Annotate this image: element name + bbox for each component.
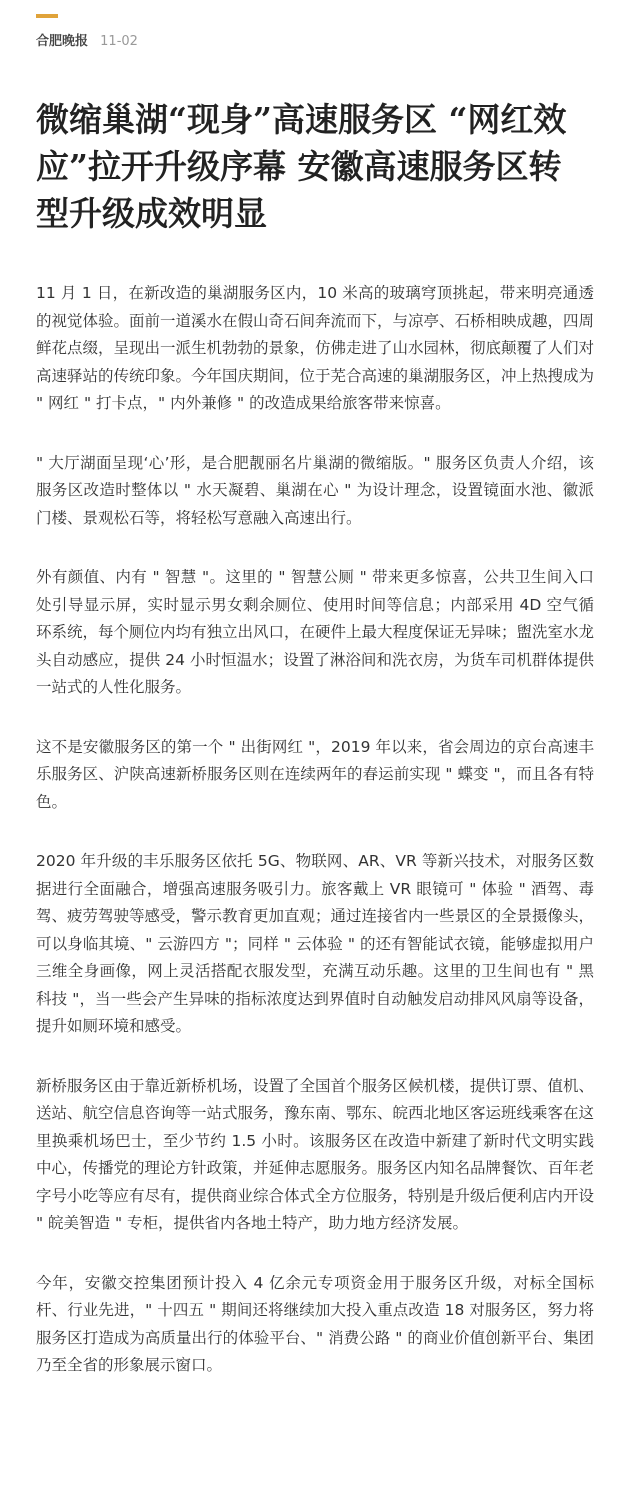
article-body xyxy=(36,280,594,1412)
paragraph-4: 这不是安徽服务区的第一个 " 出街网红 "，2019 年以来，省会周边的京台高速丰乐服务区、沪陕高速新桥服务区则在连续两年的春运前实现 " 蝶变 "，而且各有特色。 xyxy=(36,737,594,811)
article-meta xyxy=(36,33,138,51)
publish-date: 11-02 xyxy=(100,34,138,49)
paragraph-7: 今年，安徽交控集团预计投入 4 亿余元专项资金用于服务区升级，对标全国标杆、行业先进，" 十四五 " 期间还将继续加大投入重点改造 18 对服务区，努力将服务区打造成为高质量出行的体验平台、" 消费公路 " 的商业价值创新平台、集团乃至全省的形象展示窗口。 xyxy=(36,1273,594,1374)
article-title: 微缩巢湖“现身”高速服务区 “网红效应”拉开升级序幕 安徽高速服务区转型升级成效明显 xyxy=(36,100,567,233)
paragraph-2: " 大厅湖面呈现‘心’形，是合肥靓丽名片巢湖的微缩版。" 服务区负责人介绍，该服务区改造时整体以 " 水天凝碧、巢湖在心 " 为设计理念，设置镜面水池、徽派门楼、景观松石等，将轻松写意融入高速出行。 xyxy=(36,453,594,527)
accent-bar xyxy=(36,14,58,18)
paragraph-3: 外有颜值、内有 " 智慧 "。这里的 " 智慧公厕 " 带来更多惊喜，公共卫生间入口处引导显示屏，实时显示男女剩余厕位、使用时间等信息；内部采用 4D 空气循环系统，每个厕位内均有独立出风口，在硬件上最大程度保证无异味；盥洗室水龙头自动感应，提供 24 小时恒温水；设置了淋浴间和洗衣房，为货车司机群体提供一站式的人性化服务。 xyxy=(36,568,595,696)
paragraph-5: 2020 年升级的丰乐服务区依托 5G、物联网、AR、VR 等新兴技术，对服务区数据进行全面融合，增强高速服务吸引力。旅客戴上 VR 眼镜可 " 体验 " 酒驾、毒驾、疲劳驾驶等感受，警示教育更加直观；通过连接省内一些景区的全景摄像头，可以身临其境、" 云游四方 "；同样 " 云体验 " 的还有智能试衣镜，能够虚拟用户三维全身画像，网上灵活搭配衣服发型，充满互动乐趣。这里的卫生间也有 " 黑科技 "，当一些会产生异味的指标浓度达到界值时自动触发启动排风风扇等设备，提升如厕环境和感受。 xyxy=(36,852,595,1035)
paragraph-1: 11 月 1 日，在新改造的巢湖服务区内，10 米高的玻璃穹顶挑起，带来明亮通透的视觉体验。面前一道溪水在假山奇石间奔流而下，与凉亭、石桥相映成趣，四周鲜花点缀，呈现出一派生机勃勃的景象，仿佛走进了山水园林，彻底颠覆了人们对高速驿站的传统印象。今年国庆期间，位于芜合高速的巢湖服务区，冲上热搜成为 " 网红 " 打卡点，" 内外兼修 " 的改造成果给旅客带来惊喜。 xyxy=(36,284,595,412)
source-name[interactable]: 合肥晚报 xyxy=(36,34,89,49)
paragraph-6: 新桥服务区由于靠近新桥机场，设置了全国首个服务区候机楼，提供订票、值机、送站、航空信息咨询等一站式服务，豫东南、鄂东、皖西北地区客运班线乘客在这里换乘机场巴士，至少节约 1.5 小时。该服务区在改造中新建了新时代文明实践中心，传播党的理论方针政策，并延伸志愿服务。服务区内知名品牌餐饮、百年老字号小吃等应有尽有，提供商业综合体式全方位服务，特别是升级后便利店内开设 " 皖美智造 " 专柜，提供省内各地土特产，助力地方经济发展。 xyxy=(36,1076,595,1232)
